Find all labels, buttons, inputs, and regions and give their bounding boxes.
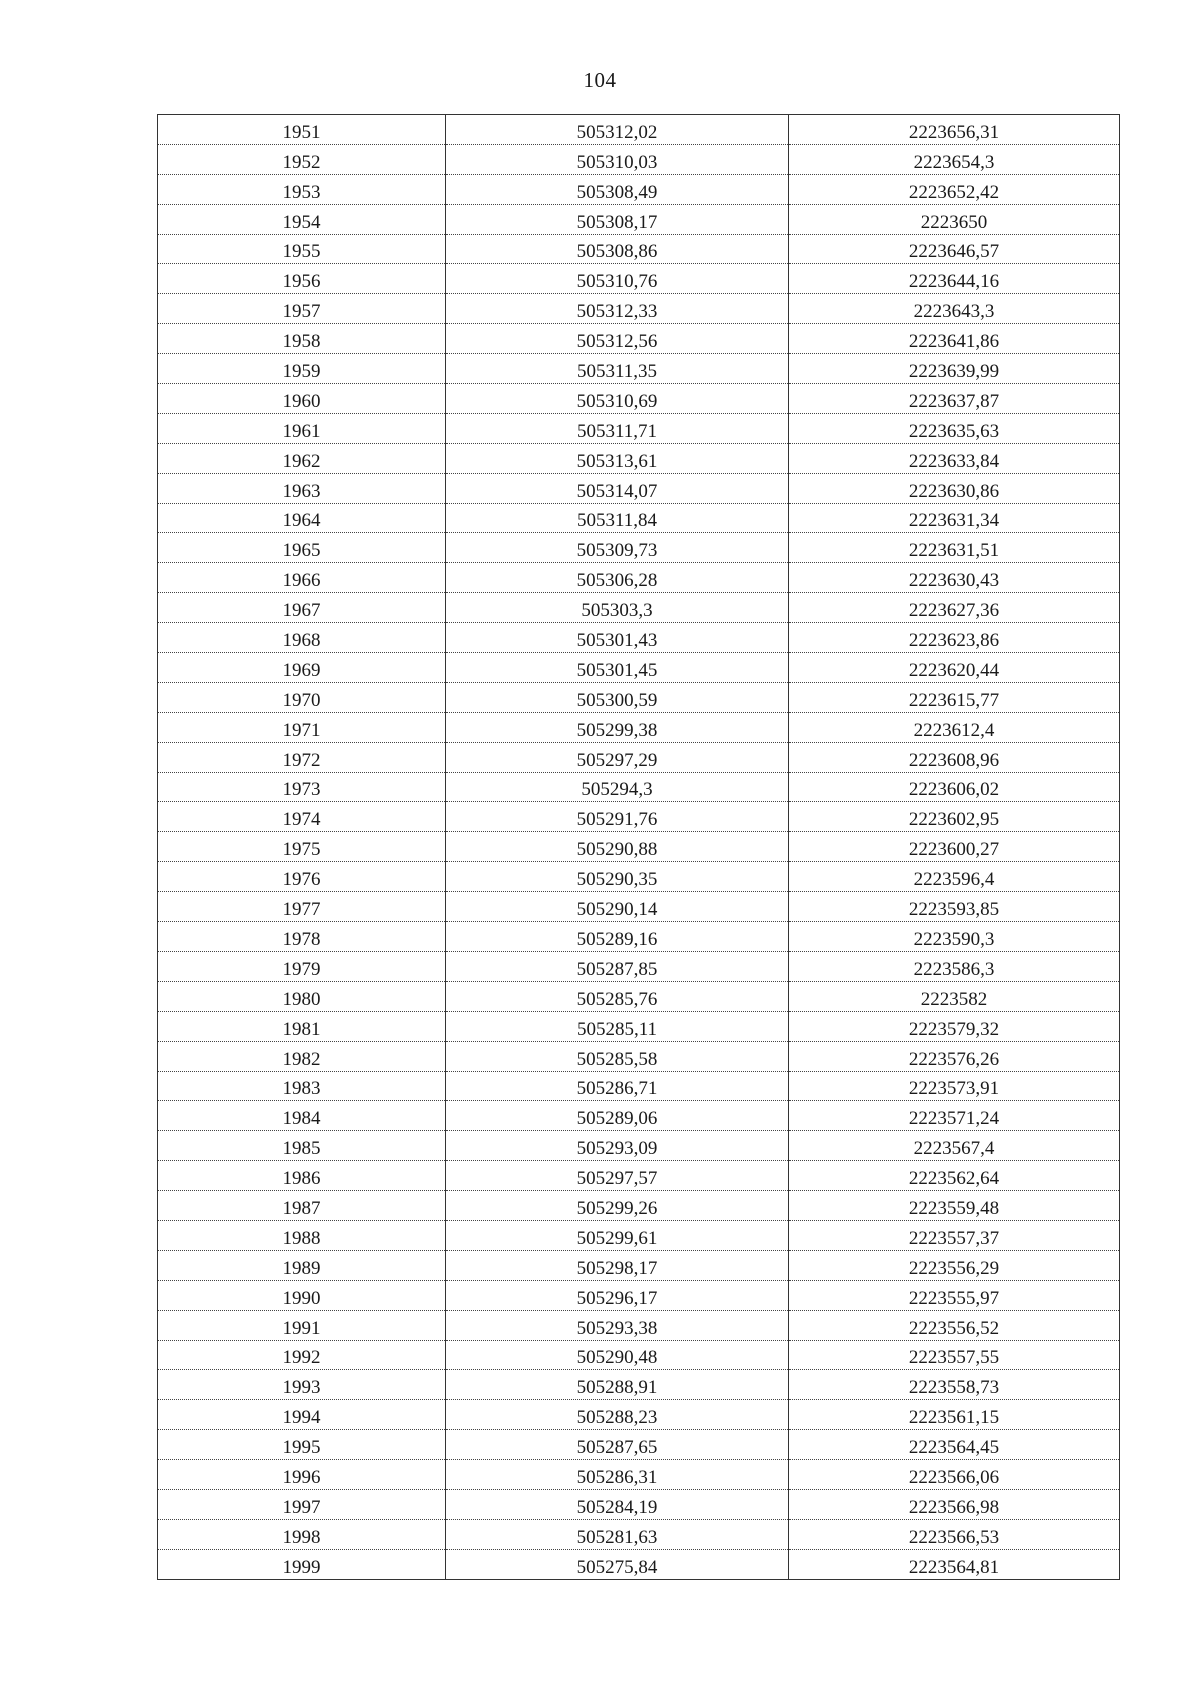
- y-coordinate-cell: 2223643,3: [789, 294, 1120, 324]
- point-number-cell: 1953: [158, 174, 446, 204]
- y-coordinate-cell: 2223602,95: [789, 802, 1120, 832]
- table-row: [158, 443, 1120, 473]
- table-row: [158, 951, 1120, 981]
- table-row: [158, 1430, 1120, 1460]
- y-coordinate-cell: 2223586,3: [789, 951, 1120, 981]
- x-coordinate-cell: 505308,86: [446, 234, 789, 264]
- x-coordinate-cell: 505290,88: [446, 832, 789, 862]
- x-coordinate-cell: 505297,57: [446, 1161, 789, 1191]
- point-number-cell: 1990: [158, 1280, 446, 1310]
- table-row: [158, 533, 1120, 563]
- x-coordinate-cell: 505306,28: [446, 563, 789, 593]
- point-number-cell: 1973: [158, 772, 446, 802]
- table-row: [158, 1161, 1120, 1191]
- point-number-cell: 1960: [158, 384, 446, 414]
- table-row: [158, 204, 1120, 234]
- point-number-cell: 1976: [158, 862, 446, 892]
- point-number-cell: 1965: [158, 533, 446, 563]
- point-number-cell: 1999: [158, 1549, 446, 1579]
- table-row: [158, 892, 1120, 922]
- x-coordinate-cell: 505308,49: [446, 174, 789, 204]
- x-coordinate-cell: 505303,3: [446, 593, 789, 623]
- point-number-cell: 1982: [158, 1041, 446, 1071]
- y-coordinate-cell: 2223558,73: [789, 1370, 1120, 1400]
- y-coordinate-cell: 2223652,42: [789, 174, 1120, 204]
- y-coordinate-cell: 2223571,24: [789, 1101, 1120, 1131]
- x-coordinate-cell: 505300,59: [446, 682, 789, 712]
- point-number-cell: 1986: [158, 1161, 446, 1191]
- point-number-cell: 1959: [158, 354, 446, 384]
- point-number-cell: 1977: [158, 892, 446, 922]
- point-number-cell: 1987: [158, 1191, 446, 1221]
- y-coordinate-cell: 2223573,91: [789, 1071, 1120, 1101]
- x-coordinate-cell: 505299,38: [446, 712, 789, 742]
- x-coordinate-cell: 505301,43: [446, 623, 789, 653]
- point-number-cell: 1978: [158, 922, 446, 952]
- table-row: [158, 144, 1120, 174]
- point-number-cell: 1981: [158, 1011, 446, 1041]
- x-coordinate-cell: 505299,61: [446, 1220, 789, 1250]
- x-coordinate-cell: 505290,14: [446, 892, 789, 922]
- table-row: [158, 115, 1120, 145]
- x-coordinate-cell: 505288,91: [446, 1370, 789, 1400]
- point-number-cell: 1994: [158, 1400, 446, 1430]
- point-number-cell: 1970: [158, 682, 446, 712]
- table-row: [158, 832, 1120, 862]
- point-number-cell: 1958: [158, 324, 446, 354]
- table-row: [158, 1101, 1120, 1131]
- y-coordinate-cell: 2223608,96: [789, 742, 1120, 772]
- y-coordinate-cell: 2223576,26: [789, 1041, 1120, 1071]
- y-coordinate-cell: 2223631,34: [789, 503, 1120, 533]
- y-coordinate-cell: 2223620,44: [789, 653, 1120, 683]
- point-number-cell: 1966: [158, 563, 446, 593]
- table-row: [158, 682, 1120, 712]
- point-number-cell: 1951: [158, 115, 446, 145]
- x-coordinate-cell: 505308,17: [446, 204, 789, 234]
- point-number-cell: 1955: [158, 234, 446, 264]
- coordinates-table-body: [158, 115, 1120, 1580]
- x-coordinate-cell: 505311,35: [446, 354, 789, 384]
- point-number-cell: 1985: [158, 1131, 446, 1161]
- y-coordinate-cell: 2223596,4: [789, 862, 1120, 892]
- y-coordinate-cell: 2223606,02: [789, 772, 1120, 802]
- point-number-cell: 1996: [158, 1460, 446, 1490]
- y-coordinate-cell: 2223631,51: [789, 533, 1120, 563]
- x-coordinate-cell: 505311,71: [446, 413, 789, 443]
- y-coordinate-cell: 2223630,43: [789, 563, 1120, 593]
- table-row: [158, 772, 1120, 802]
- table-row: [158, 413, 1120, 443]
- y-coordinate-cell: 2223557,55: [789, 1340, 1120, 1370]
- x-coordinate-cell: 505297,29: [446, 742, 789, 772]
- table-row: [158, 563, 1120, 593]
- x-coordinate-cell: 505284,19: [446, 1489, 789, 1519]
- point-number-cell: 1980: [158, 981, 446, 1011]
- point-number-cell: 1972: [158, 742, 446, 772]
- y-coordinate-cell: 2223646,57: [789, 234, 1120, 264]
- point-number-cell: 1961: [158, 413, 446, 443]
- y-coordinate-cell: 2223630,86: [789, 473, 1120, 503]
- y-coordinate-cell: 2223623,86: [789, 623, 1120, 653]
- x-coordinate-cell: 505312,56: [446, 324, 789, 354]
- table-row: [158, 473, 1120, 503]
- point-number-cell: 1968: [158, 623, 446, 653]
- table-row: [158, 623, 1120, 653]
- y-coordinate-cell: 2223635,63: [789, 413, 1120, 443]
- x-coordinate-cell: 505286,71: [446, 1071, 789, 1101]
- point-number-cell: 1997: [158, 1489, 446, 1519]
- y-coordinate-cell: 2223561,15: [789, 1400, 1120, 1430]
- point-number-cell: 1993: [158, 1370, 446, 1400]
- point-number-cell: 1983: [158, 1071, 446, 1101]
- x-coordinate-cell: 505289,06: [446, 1101, 789, 1131]
- y-coordinate-cell: 2223656,31: [789, 115, 1120, 145]
- table-row: [158, 593, 1120, 623]
- x-coordinate-cell: 505294,3: [446, 772, 789, 802]
- y-coordinate-cell: 2223593,85: [789, 892, 1120, 922]
- x-coordinate-cell: 505310,03: [446, 144, 789, 174]
- table-row: [158, 862, 1120, 892]
- x-coordinate-cell: 505309,73: [446, 533, 789, 563]
- x-coordinate-cell: 505290,48: [446, 1340, 789, 1370]
- table-row: [158, 981, 1120, 1011]
- y-coordinate-cell: 2223562,64: [789, 1161, 1120, 1191]
- x-coordinate-cell: 505312,33: [446, 294, 789, 324]
- x-coordinate-cell: 505310,69: [446, 384, 789, 414]
- table-row: [158, 174, 1120, 204]
- y-coordinate-cell: 2223650: [789, 204, 1120, 234]
- x-coordinate-cell: 505281,63: [446, 1519, 789, 1549]
- x-coordinate-cell: 505293,09: [446, 1131, 789, 1161]
- table-row: [158, 1071, 1120, 1101]
- table-row: [158, 1191, 1120, 1221]
- x-coordinate-cell: 505289,16: [446, 922, 789, 952]
- y-coordinate-cell: 2223590,3: [789, 922, 1120, 952]
- table-row: [158, 1011, 1120, 1041]
- table-row: [158, 712, 1120, 742]
- y-coordinate-cell: 2223566,98: [789, 1489, 1120, 1519]
- y-coordinate-cell: 2223637,87: [789, 384, 1120, 414]
- x-coordinate-cell: 505285,11: [446, 1011, 789, 1041]
- x-coordinate-cell: 505310,76: [446, 264, 789, 294]
- y-coordinate-cell: 2223612,4: [789, 712, 1120, 742]
- y-coordinate-cell: 2223627,36: [789, 593, 1120, 623]
- y-coordinate-cell: 2223564,81: [789, 1549, 1120, 1579]
- point-number-cell: 1975: [158, 832, 446, 862]
- x-coordinate-cell: 505296,17: [446, 1280, 789, 1310]
- y-coordinate-cell: 2223556,29: [789, 1250, 1120, 1280]
- y-coordinate-cell: 2223600,27: [789, 832, 1120, 862]
- y-coordinate-cell: 2223557,37: [789, 1220, 1120, 1250]
- y-coordinate-cell: 2223556,52: [789, 1310, 1120, 1340]
- y-coordinate-cell: 2223564,45: [789, 1430, 1120, 1460]
- point-number-cell: 1974: [158, 802, 446, 832]
- point-number-cell: 1954: [158, 204, 446, 234]
- point-number-cell: 1971: [158, 712, 446, 742]
- y-coordinate-cell: 2223559,48: [789, 1191, 1120, 1221]
- table-row: [158, 264, 1120, 294]
- point-number-cell: 1988: [158, 1220, 446, 1250]
- x-coordinate-cell: 505291,76: [446, 802, 789, 832]
- table-row: [158, 1549, 1120, 1579]
- x-coordinate-cell: 505298,17: [446, 1250, 789, 1280]
- point-number-cell: 1989: [158, 1250, 446, 1280]
- x-coordinate-cell: 505299,26: [446, 1191, 789, 1221]
- y-coordinate-cell: 2223579,32: [789, 1011, 1120, 1041]
- x-coordinate-cell: 505293,38: [446, 1310, 789, 1340]
- y-coordinate-cell: 2223615,77: [789, 682, 1120, 712]
- table-row: [158, 922, 1120, 952]
- table-row: [158, 1519, 1120, 1549]
- table-row: [158, 354, 1120, 384]
- x-coordinate-cell: 505286,31: [446, 1460, 789, 1490]
- x-coordinate-cell: 505313,61: [446, 443, 789, 473]
- x-coordinate-cell: 505314,07: [446, 473, 789, 503]
- table-row: [158, 742, 1120, 772]
- x-coordinate-cell: 505312,02: [446, 115, 789, 145]
- y-coordinate-cell: 2223644,16: [789, 264, 1120, 294]
- table-row: [158, 1280, 1120, 1310]
- table-row: [158, 1400, 1120, 1430]
- table-row: [158, 1460, 1120, 1490]
- table-row: [158, 1310, 1120, 1340]
- table-row: [158, 294, 1120, 324]
- point-number-cell: 1956: [158, 264, 446, 294]
- table-row: [158, 1041, 1120, 1071]
- point-number-cell: 1995: [158, 1430, 446, 1460]
- x-coordinate-cell: 505275,84: [446, 1549, 789, 1579]
- point-number-cell: 1992: [158, 1340, 446, 1370]
- y-coordinate-cell: 2223641,86: [789, 324, 1120, 354]
- y-coordinate-cell: 2223567,4: [789, 1131, 1120, 1161]
- table-row: [158, 503, 1120, 533]
- point-number-cell: 1964: [158, 503, 446, 533]
- table-row: [158, 1131, 1120, 1161]
- table-row: [158, 653, 1120, 683]
- y-coordinate-cell: 2223639,99: [789, 354, 1120, 384]
- point-number-cell: 1979: [158, 951, 446, 981]
- x-coordinate-cell: 505288,23: [446, 1400, 789, 1430]
- x-coordinate-cell: 505287,85: [446, 951, 789, 981]
- table-row: [158, 1220, 1120, 1250]
- point-number-cell: 1967: [158, 593, 446, 623]
- table-row: [158, 1340, 1120, 1370]
- x-coordinate-cell: 505301,45: [446, 653, 789, 683]
- table-row: [158, 1489, 1120, 1519]
- table-row: [158, 1370, 1120, 1400]
- x-coordinate-cell: 505311,84: [446, 503, 789, 533]
- point-number-cell: 1969: [158, 653, 446, 683]
- x-coordinate-cell: 505285,58: [446, 1041, 789, 1071]
- table-row: [158, 324, 1120, 354]
- table-row: [158, 1250, 1120, 1280]
- y-coordinate-cell: 2223633,84: [789, 443, 1120, 473]
- x-coordinate-cell: 505290,35: [446, 862, 789, 892]
- point-number-cell: 1952: [158, 144, 446, 174]
- x-coordinate-cell: 505287,65: [446, 1430, 789, 1460]
- table-row: [158, 384, 1120, 414]
- y-coordinate-cell: 2223654,3: [789, 144, 1120, 174]
- y-coordinate-cell: 2223566,06: [789, 1460, 1120, 1490]
- point-number-cell: 1962: [158, 443, 446, 473]
- table-row: [158, 234, 1120, 264]
- x-coordinate-cell: 505285,76: [446, 981, 789, 1011]
- point-number-cell: 1963: [158, 473, 446, 503]
- point-number-cell: 1998: [158, 1519, 446, 1549]
- coordinates-table: [157, 114, 1120, 1580]
- table-row: [158, 802, 1120, 832]
- point-number-cell: 1957: [158, 294, 446, 324]
- y-coordinate-cell: 2223555,97: [789, 1280, 1120, 1310]
- point-number-cell: 1984: [158, 1101, 446, 1131]
- page-number: 104: [583, 68, 617, 92]
- y-coordinate-cell: 2223566,53: [789, 1519, 1120, 1549]
- y-coordinate-cell: 2223582: [789, 981, 1120, 1011]
- point-number-cell: 1991: [158, 1310, 446, 1340]
